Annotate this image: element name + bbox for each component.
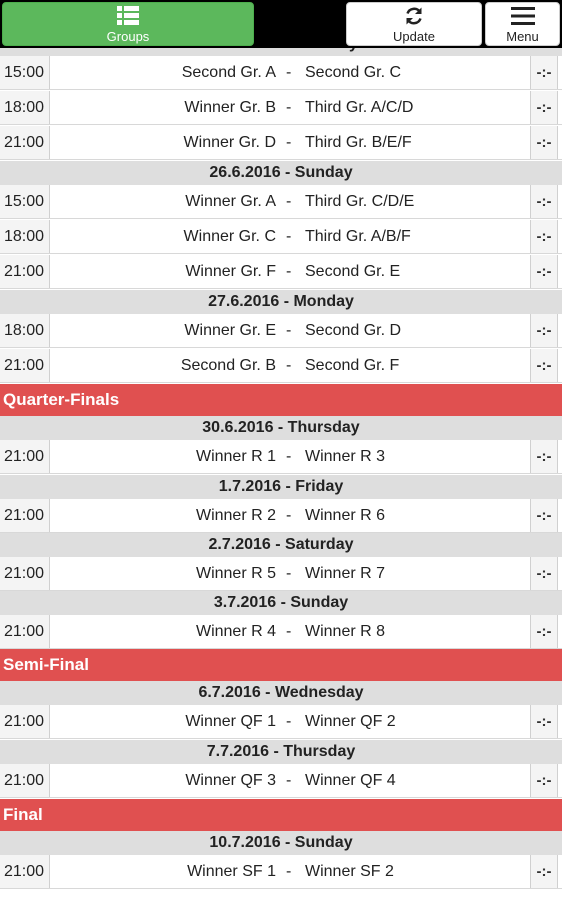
menu-button-label: Menu: [506, 29, 539, 44]
match-score[interactable]: -:-: [530, 126, 558, 159]
vs-separator: -: [286, 134, 292, 151]
home-team: Winner Gr. D: [183, 134, 276, 151]
match-time: 21:00: [0, 855, 50, 888]
home-team: Winner R 5: [195, 565, 276, 582]
groups-button[interactable]: [2, 2, 254, 46]
away-team: Third Gr. A/B/F: [305, 228, 411, 245]
match-row[interactable]: [0, 220, 562, 254]
home-team: Second Gr. B: [180, 357, 276, 374]
date-header: 2.7.2016 - Saturday: [0, 533, 562, 557]
vs-separator: -: [286, 64, 292, 81]
top-toolbar: [0, 0, 562, 48]
home-team: Winner SF 1: [187, 863, 276, 880]
date-header: 26.6.2016 - Sunday: [0, 161, 562, 185]
update-button[interactable]: [346, 2, 482, 46]
match-time: 15:00: [0, 185, 50, 218]
match-row[interactable]: [0, 440, 562, 474]
home-team: Winner Gr. F: [185, 263, 276, 280]
match-teams: [50, 185, 530, 218]
match-score[interactable]: -:-: [530, 440, 558, 473]
vs-separator: -: [286, 322, 292, 339]
match-row[interactable]: [0, 499, 562, 533]
home-team: Winner R 2: [195, 507, 276, 524]
match-time: 15:00: [0, 56, 50, 89]
vs-separator: -: [286, 228, 292, 245]
match-time: 21:00: [0, 705, 50, 738]
date-header: 30.6.2016 - Thursday: [0, 416, 562, 440]
home-team: Winner Gr. B: [184, 99, 276, 116]
match-teams: [50, 440, 530, 473]
match-score[interactable]: -:-: [530, 220, 558, 253]
match-time: 21:00: [0, 440, 50, 473]
vs-separator: -: [286, 713, 292, 730]
vs-separator: -: [286, 623, 292, 640]
away-team: Second Gr. F: [305, 357, 400, 374]
match-teams: [50, 764, 530, 797]
date-header: 27.6.2016 - Monday: [0, 290, 562, 314]
vs-separator: -: [286, 507, 292, 524]
vs-separator: -: [286, 448, 292, 465]
match-score[interactable]: -:-: [530, 349, 558, 382]
match-score[interactable]: -:-: [530, 91, 558, 124]
away-team: Winner SF 2: [305, 863, 394, 880]
match-score[interactable]: -:-: [530, 314, 558, 347]
away-team: Third Gr. A/C/D: [305, 99, 414, 116]
match-teams: [50, 557, 530, 590]
away-team: Winner R 3: [305, 448, 386, 465]
match-time: 18:00: [0, 314, 50, 347]
away-team: Third Gr. C/D/E: [305, 193, 415, 210]
vs-separator: -: [286, 357, 292, 374]
match-teams: [50, 255, 530, 288]
home-team: Winner QF 1: [185, 713, 276, 730]
match-time: 18:00: [0, 220, 50, 253]
match-row[interactable]: [0, 855, 562, 889]
match-time: 21:00: [0, 126, 50, 159]
list-icon: [117, 6, 139, 26]
home-team: Winner Gr. C: [183, 228, 276, 245]
groups-button-label: Groups: [106, 29, 150, 44]
match-teams: [50, 220, 530, 253]
away-team: Winner R 7: [305, 565, 386, 582]
round-header-semi-final: Semi-Final: [0, 649, 562, 681]
match-score[interactable]: -:-: [530, 615, 558, 648]
match-score[interactable]: -:-: [530, 255, 558, 288]
date-header: 1.7.2016 - Friday: [0, 475, 562, 499]
match-row[interactable]: [0, 91, 562, 125]
match-score[interactable]: -:-: [530, 705, 558, 738]
away-team: Second Gr. D: [305, 322, 402, 339]
vs-separator: -: [286, 772, 292, 789]
match-score[interactable]: -:-: [530, 499, 558, 532]
match-time: 21:00: [0, 499, 50, 532]
match-row[interactable]: [0, 705, 562, 739]
match-row[interactable]: [0, 185, 562, 219]
vs-separator: -: [286, 565, 292, 582]
match-teams: [50, 56, 530, 89]
update-button-label: Update: [393, 29, 435, 44]
match-row[interactable]: [0, 615, 562, 649]
refresh-icon: [404, 6, 424, 26]
match-score[interactable]: -:-: [530, 56, 558, 89]
match-score[interactable]: -:-: [530, 855, 558, 888]
match-row[interactable]: [0, 56, 562, 90]
match-time: 21:00: [0, 255, 50, 288]
hamburger-icon: [511, 6, 535, 26]
match-time: 21:00: [0, 764, 50, 797]
home-team: Winner Gr. E: [184, 322, 276, 339]
date-header: 7.7.2016 - Thursday: [0, 740, 562, 764]
match-row[interactable]: [0, 314, 562, 348]
match-teams: [50, 499, 530, 532]
match-score[interactable]: -:-: [530, 557, 558, 590]
match-teams: [50, 126, 530, 159]
away-team: Winner R 6: [305, 507, 386, 524]
away-team: Third Gr. B/E/F: [305, 134, 412, 151]
match-row[interactable]: [0, 349, 562, 383]
vs-separator: -: [286, 863, 292, 880]
away-team: Second Gr. C: [305, 64, 402, 81]
match-teams: [50, 855, 530, 888]
date-header: 3.7.2016 - Sunday: [0, 591, 562, 615]
match-score[interactable]: -:-: [530, 764, 558, 797]
match-score[interactable]: -:-: [530, 185, 558, 218]
match-teams: [50, 615, 530, 648]
away-team: Winner R 8: [305, 623, 386, 640]
match-row[interactable]: [0, 126, 562, 160]
vs-separator: -: [286, 193, 292, 210]
match-teams: [50, 705, 530, 738]
match-time: 21:00: [0, 349, 50, 382]
round-header-final: Final: [0, 799, 562, 831]
match-time: 21:00: [0, 557, 50, 590]
vs-separator: -: [286, 263, 292, 280]
match-time: 18:00: [0, 91, 50, 124]
home-team: Winner R 4: [195, 623, 276, 640]
away-team: Second Gr. E: [305, 263, 401, 280]
match-row[interactable]: [0, 764, 562, 798]
match-time: 21:00: [0, 615, 50, 648]
home-team: Winner Gr. A: [185, 193, 276, 210]
home-team: Winner QF 3: [185, 772, 276, 789]
away-team: Winner QF 4: [305, 772, 396, 789]
match-row[interactable]: [0, 557, 562, 591]
match-teams: [50, 91, 530, 124]
away-team: Winner QF 2: [305, 713, 396, 730]
vs-separator: -: [286, 99, 292, 116]
menu-button[interactable]: [485, 2, 560, 46]
date-header: 10.7.2016 - Sunday: [0, 831, 562, 855]
match-teams: [50, 349, 530, 382]
round-header-quarter-finals: Quarter-Finals: [0, 384, 562, 416]
home-team: Winner R 1: [195, 448, 276, 465]
date-header: 6.7.2016 - Wednesday: [0, 681, 562, 705]
match-row[interactable]: [0, 255, 562, 289]
home-team: Second Gr. A: [181, 64, 276, 81]
match-teams: [50, 314, 530, 347]
